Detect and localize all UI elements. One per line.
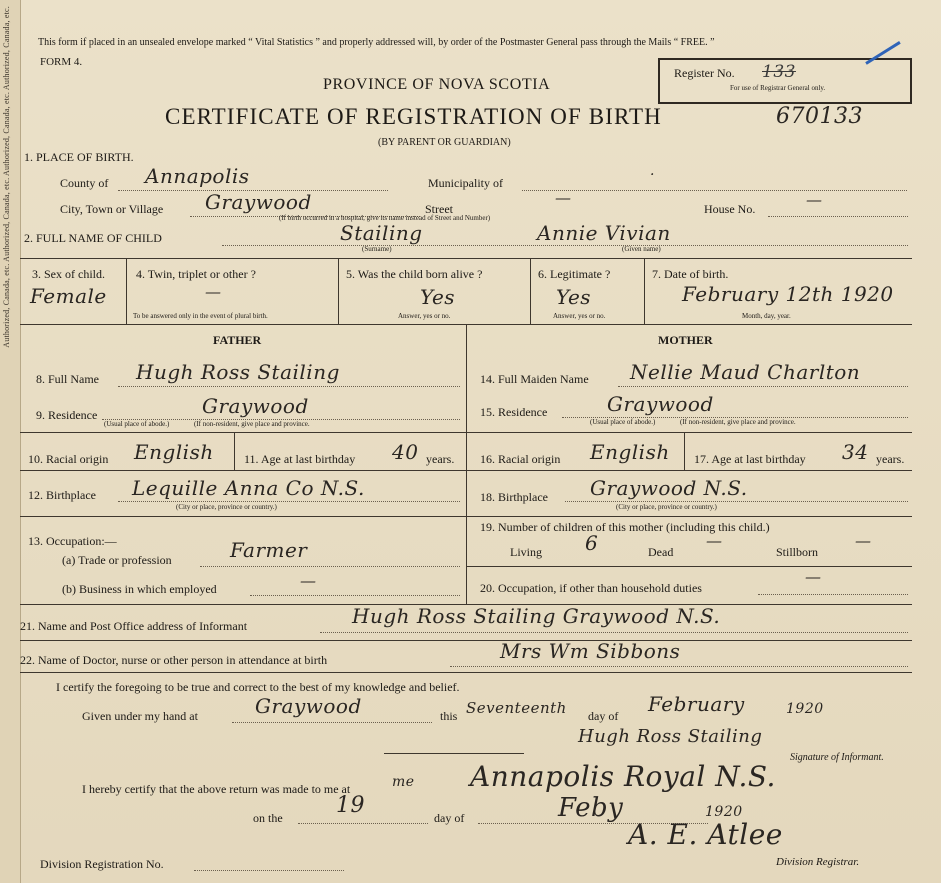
father-residence-note2: (If non-resident, give place and province. bbox=[194, 420, 310, 428]
father-heading: FATHER bbox=[213, 333, 262, 347]
left-edge-strip bbox=[0, 0, 21, 883]
municipality-value: · bbox=[650, 167, 655, 183]
father-birthplace-note: (City or place, province or country.) bbox=[176, 503, 277, 511]
mother-birthplace-value: Graywood N.S. bbox=[590, 476, 748, 500]
mother-age-label: 17. Age at last birthday bbox=[694, 452, 806, 466]
sex-label: 3. Sex of child. bbox=[32, 267, 105, 281]
certificate-number: 670133 bbox=[776, 104, 863, 129]
this-label: this bbox=[440, 709, 458, 723]
legitimate-label: 6. Legitimate ? bbox=[538, 267, 611, 281]
mother-occupation-value: — bbox=[805, 567, 822, 586]
dead-label: Dead bbox=[648, 545, 674, 559]
mother-occupation-label: 20. Occupation, if other than household duties bbox=[480, 581, 702, 595]
mother-racial-value: English bbox=[590, 440, 670, 464]
municipality-label: Municipality of bbox=[428, 176, 503, 190]
father-racial-label: 10. Racial origin bbox=[28, 452, 109, 466]
mother-heading: MOTHER bbox=[658, 333, 713, 347]
given-name-note: (Given name) bbox=[622, 245, 661, 253]
twin-label: 4. Twin, triplet or other ? bbox=[136, 267, 256, 281]
informant-signature-note: Signature of Informant. bbox=[790, 752, 884, 763]
father-residence-value: Graywood bbox=[202, 394, 309, 418]
trade-label: (a) Trade or profession bbox=[62, 553, 172, 567]
informant-signature: Hugh Ross Stailing bbox=[578, 726, 763, 747]
postal-notice: This form if placed in an unsealed envelope marked “ Vital Statistics ” and properly addressed will, by order of the Postmaster General pass through the Mails “ FREE. ” bbox=[38, 37, 715, 48]
living-label: Living bbox=[510, 545, 542, 559]
street-label: Street bbox=[425, 202, 453, 216]
province-heading: PROVINCE OF NOVA SCOTIA bbox=[323, 76, 551, 93]
child-given-name: Annie Vivian bbox=[537, 221, 671, 245]
register-note: For use of Registrar General only. bbox=[730, 84, 826, 92]
edge-text: Authorized, Canada, etc. Authorized, Canada, etc. Authorized, Canada, etc. Authorized, Canada, etc. bbox=[2, 6, 11, 348]
mother-age-value: 34 bbox=[842, 440, 869, 464]
day-value: Seventeenth bbox=[466, 699, 567, 717]
alive-note: Answer, yes or no. bbox=[398, 312, 451, 320]
mother-birthplace-note: (City or place, province or country.) bbox=[616, 503, 717, 511]
place-of-birth-label: 1. PLACE OF BIRTH. bbox=[24, 150, 134, 164]
birth-date-note: Month, day, year. bbox=[742, 312, 791, 320]
father-residence-label: 9. Residence bbox=[36, 408, 98, 422]
form-number: FORM 4. bbox=[40, 56, 83, 68]
register-box bbox=[658, 58, 912, 104]
mother-racial-label: 16. Racial origin bbox=[480, 452, 561, 466]
division-registration-label: Division Registration No. bbox=[40, 857, 164, 871]
father-birthplace-label: 12. Birthplace bbox=[28, 488, 96, 502]
doctor-value: Mrs Wm Sibbons bbox=[500, 639, 681, 663]
certify-statement: I certify the foregoing to be true and correct to the best of my knowledge and belief. bbox=[56, 680, 460, 694]
street-value: — bbox=[555, 188, 572, 207]
father-age-value: 40 bbox=[392, 440, 419, 464]
on-year-value: 1920 bbox=[705, 804, 743, 820]
father-birthplace-value: Lequille Anna Co N.S. bbox=[132, 476, 365, 500]
county-value: Annapolis bbox=[145, 164, 250, 188]
mother-residence-label: 15. Residence bbox=[480, 405, 548, 419]
mother-name-value: Nellie Maud Charlton bbox=[630, 360, 861, 384]
house-label: House No. bbox=[704, 202, 756, 216]
on-the-label: on the bbox=[253, 811, 283, 825]
hospital-note: (If birth occurred in a hospital, give its name instead of Street and Number) bbox=[279, 214, 491, 222]
birth-date-value: February 12th 1920 bbox=[682, 282, 894, 306]
certificate-title: CERTIFICATE OF REGISTRATION OF BIRTH bbox=[165, 104, 662, 129]
doctor-label: 22. Name of Doctor, nurse or other person in attendance at birth bbox=[20, 653, 328, 667]
on-month-value: Feby bbox=[558, 793, 624, 823]
on-day-value: 19 bbox=[336, 793, 365, 818]
child-surname: Stailing bbox=[340, 221, 423, 245]
twin-note: To be answered only in the event of plural birth. bbox=[133, 312, 268, 320]
twin-value: — bbox=[205, 282, 222, 301]
children-count-label: 19. Number of children of this mother (including this child.) bbox=[480, 520, 770, 534]
alive-label: 5. Was the child born alive ? bbox=[346, 267, 483, 281]
mother-years-label: years. bbox=[876, 452, 905, 466]
mother-birthplace-label: 18. Birthplace bbox=[480, 490, 548, 504]
father-age-label: 11. Age at last birthday bbox=[244, 452, 356, 466]
registrar-note: Division Registrar. bbox=[776, 856, 860, 868]
county-label: County of bbox=[60, 176, 109, 190]
register-number: 133 bbox=[762, 62, 796, 82]
business-value: — bbox=[300, 571, 317, 590]
return-me: me bbox=[392, 774, 415, 790]
sex-value: Female bbox=[30, 284, 107, 308]
father-years-label: years. bbox=[426, 452, 455, 466]
day-of-label: day of bbox=[588, 709, 619, 723]
stillborn-value: — bbox=[855, 531, 872, 550]
certificate-subtitle: (BY PARENT OR GUARDIAN) bbox=[378, 137, 511, 148]
alive-value: Yes bbox=[420, 285, 456, 309]
register-label: Register No. bbox=[674, 66, 735, 80]
business-label: (b) Business in which employed bbox=[62, 582, 217, 596]
return-place: Annapolis Royal N.S. bbox=[470, 760, 776, 793]
mother-residence-note: (Usual place of abode.) bbox=[590, 418, 656, 426]
house-value: — bbox=[806, 190, 823, 209]
given-under-hand-label: Given under my hand at bbox=[82, 709, 198, 723]
informant-value: Hugh Ross Stailing Graywood N.S. bbox=[352, 604, 721, 628]
month-value: February bbox=[648, 692, 745, 716]
father-residence-note: (Usual place of abode.) bbox=[104, 420, 170, 428]
legitimate-value: Yes bbox=[556, 285, 592, 309]
mother-name-label: 14. Full Maiden Name bbox=[480, 372, 589, 386]
mother-residence-note2: (If non-resident, give place and province. bbox=[680, 418, 796, 426]
on-day-of-label: day of bbox=[434, 811, 465, 825]
year-value: 1920 bbox=[786, 701, 824, 717]
father-name-value: Hugh Ross Stailing bbox=[136, 360, 340, 384]
city-label: City, Town or Village bbox=[60, 202, 164, 216]
surname-note: (Surname) bbox=[362, 245, 392, 253]
birth-date-label: 7. Date of birth. bbox=[652, 267, 729, 281]
mother-residence-value: Graywood bbox=[607, 392, 714, 416]
child-name-label: 2. FULL NAME OF CHILD bbox=[24, 231, 162, 245]
father-name-label: 8. Full Name bbox=[36, 372, 99, 386]
living-value: 6 bbox=[585, 531, 599, 555]
informant-label: 21. Name and Post Office address of Informant bbox=[20, 619, 248, 633]
given-place-value: Graywood bbox=[255, 694, 362, 718]
legitimate-note: Answer, yes or no. bbox=[553, 312, 606, 320]
trade-value: Farmer bbox=[230, 538, 308, 562]
dead-value: — bbox=[706, 531, 723, 550]
return-label: I hereby certify that the above return was made to me at bbox=[82, 782, 351, 796]
registrar-signature: A. E. Atlee bbox=[628, 818, 783, 851]
father-racial-value: English bbox=[134, 440, 214, 464]
city-value: Graywood bbox=[205, 190, 312, 214]
stillborn-label: Stillborn bbox=[776, 545, 819, 559]
occupation-label: 13. Occupation:— bbox=[28, 534, 117, 548]
